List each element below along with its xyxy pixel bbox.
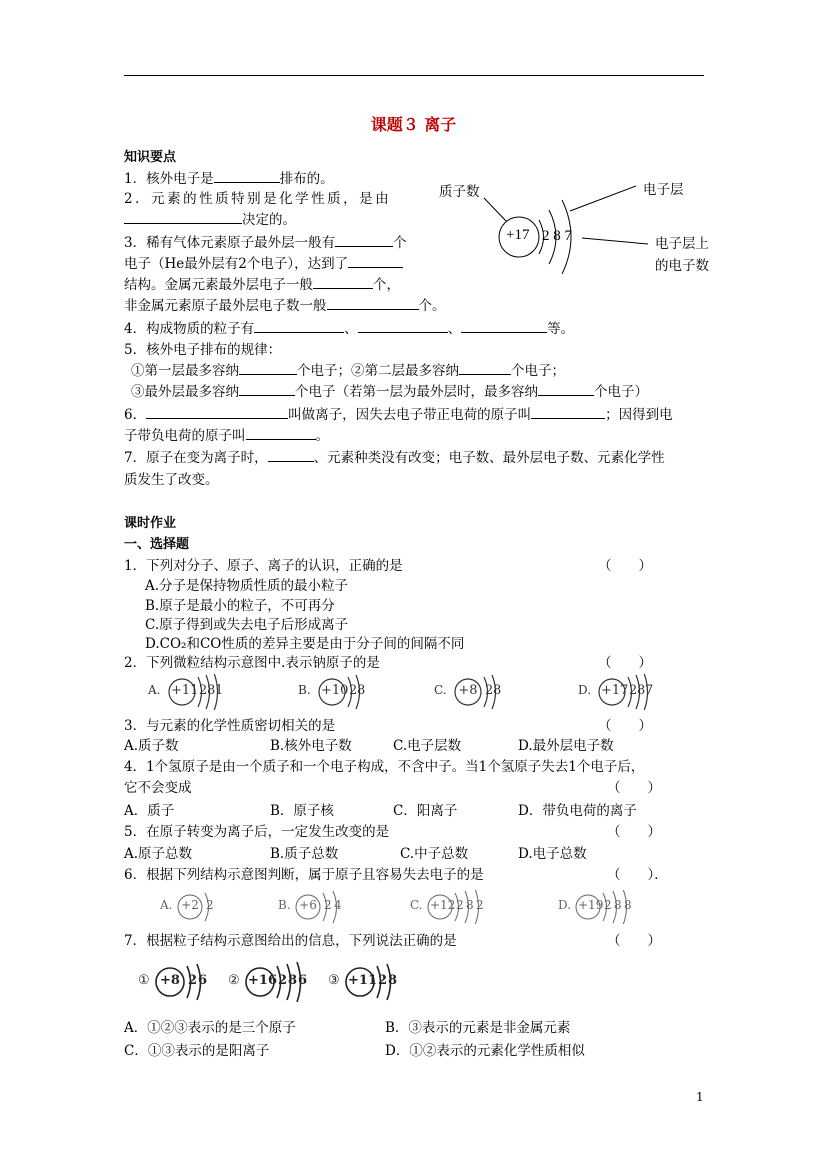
k5b-text-3: 个电子） [594,384,648,400]
k3-line-1 [124,231,407,251]
k3-text-4: 非金属元素原子最外层电子数一般 [124,298,327,314]
shell-electron-count: 2 [485,683,494,698]
atom-figure [278,890,398,924]
atom-figure [410,890,530,924]
k4-line [124,317,574,337]
q5-option-d: D.电子总数 [518,846,587,862]
q1-stem: 1．下列对分子、原子、离子的认识，正确的是 [124,558,403,574]
page-title: 课题３ 离子 [370,115,457,134]
q5-answer-paren[interactable]: （ ） [607,824,661,840]
q4-stem-2: 它不会变成 [124,780,192,796]
k4-blank-2[interactable] [358,319,448,333]
section-heading-key-points: 知识要点 [124,150,177,165]
k7-blank[interactable] [268,448,314,462]
figure-option-letter: D. [578,683,592,697]
nucleus-charge: +17 [601,683,629,698]
shell-electron-count: 2 [378,973,388,988]
diagram-electrons: 2 8 7 [542,228,572,244]
q3-option-c: C.电子层数 [393,738,462,754]
k3-text-2: 电子（He最外层有2个电子），达到了 [124,256,349,272]
k7-line-2: 质发生了改变。 [124,472,219,488]
figure-option-letter: ② [228,973,240,988]
section-heading-homework: 课时作业 [124,516,177,531]
shell-electron-count: 4 [334,898,342,912]
k5a-blank-2[interactable] [459,361,511,375]
atom-figure-shells [160,890,280,924]
k5a-text-3: 个电子； [511,363,565,379]
nucleus-charge: +11 [348,973,377,988]
atom-figure [298,674,418,710]
q1-option-a: A.分子是保持物质性质的最小粒子 [145,578,349,594]
shell-electron-count: 2 [629,683,638,698]
k7-text-2: 、元素种类没有改变；电子数、最外层电子数、元素化学性 [313,450,665,466]
k3-blank-4[interactable] [327,296,419,310]
shell-electron-count: 2 [476,898,484,912]
figure-option-letter: C. [410,898,423,912]
k6-text-3: 子带负电荷的原子叫 [124,428,246,444]
shell-electron-count: 2 [199,683,208,698]
shell-electron-count: 2 [604,898,612,912]
k6-line-1 [124,403,673,423]
nucleus-charge: +10 [321,683,349,698]
k3-line-4 [124,294,446,314]
q7-stem: 7．根据粒子结构示意图给出的信息，下列说法正确的是 [124,933,457,949]
k4-sep-2: 、 [447,321,462,337]
k6-num: 6． [124,407,147,423]
k3-text-3-end: 个， [373,277,400,293]
q3-option-b: B.核外电子数 [270,738,352,754]
q3-option-d: D.最外层电子数 [518,738,614,754]
nucleus-charge: +19 [578,898,604,912]
shell-electron-count: 6 [298,973,308,988]
k1-text: 1．核外电子是 [124,171,214,187]
figure-option-letter: D. [558,898,572,912]
k1-line [124,167,334,187]
k3-blank-3[interactable] [313,275,373,289]
k1-blank[interactable] [214,169,280,183]
shell-electron-count: 8 [614,898,622,912]
q4-option-b: B．原子核 [270,803,334,819]
k2-line: 2．元素的性质特别是化学性质，是由 [124,191,392,207]
k6-blank-1[interactable] [146,405,288,419]
k5b-line [131,380,648,400]
atom-structure-diagram [436,176,726,286]
label-electron-shell: 电子层 [643,182,684,198]
section-heading-choice: 一、选择题 [124,537,190,552]
shell-electron-count: 7 [645,683,654,698]
atom-figure [558,890,678,924]
k2-blank[interactable] [124,210,242,224]
k2-text-end: 决定的。 [242,212,296,228]
k3-text-1: 3．稀有气体元素原子最外层一般有 [124,235,336,251]
nucleus-charge: +16 [248,973,277,988]
q5-option-c: C.中子总数 [400,846,469,862]
atom-figure [434,674,554,710]
k4-blank-1[interactable] [254,319,344,333]
k5b-text-2: 个电子（若第一层为最外层时，最多容纳 [295,384,538,400]
k2-line-2 [124,208,296,228]
q6-answer-paren[interactable]: （ ）． [607,867,668,883]
label-shell-electrons-1: 电子层上 [655,236,709,252]
k3-text-3: 结构。金属元素最外层电子一般 [124,277,313,293]
figure-option-letter: ③ [328,973,340,988]
k5b-text-1: ③最外层最多容纳 [131,384,239,400]
nucleus-charge: +8 [458,683,478,698]
q2-stem: 2．下列微粒结构示意图中.表示钠原子的是 [124,655,380,671]
header-rule [124,75,704,76]
k7-text-1: 7．原子在变为离子时， [124,450,268,466]
q5-stem: 5．在原子转变为离子后，一定发生改变的是 [124,824,390,840]
nucleus-charge: +8 [160,973,180,988]
k7-line-1 [124,446,665,466]
k4-blank-3[interactable] [461,319,547,333]
k5a-blank-1[interactable] [239,361,297,375]
atom-figure [578,674,698,710]
shell-electron-count: 2 [278,973,288,988]
k5a-text-2: 个电子；②第二层最多容纳 [297,363,459,379]
k3-line-2 [124,252,403,272]
k6-blank-2[interactable] [531,405,605,419]
k1-text-end: 排布的。 [279,171,334,187]
q3-stem: 3．与元素的化学性质密切相关的是 [124,718,336,734]
q1-option-c: C.原子得到或失去电子后形成离子 [145,617,349,633]
k5-line: 5．核外电子排布的规律： [124,342,282,358]
k5b-blank-1[interactable] [239,382,295,396]
shell-electron-count: 2 [324,898,332,912]
shell-electron-count: 8 [466,898,474,912]
k6-text-2: ；因得到电 [605,407,673,423]
figure-option-letter: B. [298,683,311,697]
k5a-line [131,359,565,379]
shell-electron-count: 8 [207,683,216,698]
shell-electron-count: 1 [215,683,224,698]
k6-text-1: 叫做离子，因失去电子带正电荷的原子叫 [288,407,532,423]
nucleus-charge: +12 [430,898,456,912]
label-shell-electrons-2: 的电子数 [655,258,709,274]
q7-option-b: B．③表示的元素是非金属元素 [385,1020,571,1036]
q6-stem: 6．根据下列结构示意图判断，属于原子且容易失去电子的是 [124,867,484,883]
q3-answer-paren[interactable]: （ ） [598,718,652,734]
q4-option-a: A．质子 [124,803,175,819]
figure-option-letter: A. [148,683,161,697]
figure-option-letter: B. [278,898,291,912]
shell-electron-count: 2 [349,683,358,698]
q5-option-b: B.质子总数 [270,846,339,862]
q3-option-a: A.质子数 [124,738,179,754]
shell-electron-count: 8 [493,683,502,698]
q5-option-a: A.原子总数 [124,846,193,862]
q4-stem-1: 4．1个氢原子是由一个质子和一个电子构成，不含中子。当1个氢原子失去1个电子后， [124,759,645,775]
diagram-nucleus: +17 [506,227,530,243]
k6-blank-3[interactable] [246,426,316,440]
page-number: 1 [696,1090,704,1104]
nucleus-charge: +6 [299,898,317,912]
k3-blank-2[interactable] [348,254,403,268]
q4-answer-paren[interactable]: （ ） [607,780,661,796]
atom-figure [160,890,280,924]
shell-electron-count: 8 [357,683,366,698]
shell-electron-count: 8 [637,683,646,698]
k3-text-1-end: 个 [393,235,407,251]
q1-option-b: B.原子是最小的粒子，不可再分 [145,598,335,614]
k5a-text-1: ①第一层最多容纳 [131,363,239,379]
label-proton-number: 质子数 [439,184,480,200]
nucleus-charge: +11 [171,683,199,698]
figure-option-letter: ① [138,973,150,988]
q7-option-a: A．①②③表示的是三个原子 [124,1020,296,1036]
k6-text-end: 。 [315,428,329,444]
atom-diagram-lines [436,176,726,286]
shell-electron-count: 8 [624,898,632,912]
shell-electron-count: 2 [206,898,214,912]
q1-answer-paren[interactable]: （ ） [598,558,652,574]
figure-option-letter: C. [434,683,447,697]
k4-sep-1: 、 [344,321,358,337]
shell-electron-count: 6 [198,973,208,988]
k3-line-3 [124,273,400,293]
k4-text: 4．构成物质的粒子有 [124,321,255,337]
shell-electron-count: 8 [288,973,298,988]
q2-answer-paren[interactable]: （ ） [598,655,652,671]
q1-option-d: D.CO₂和CO性质的差异主要是由于分子间的间隔不同 [145,636,465,652]
q7-answer-paren[interactable]: （ ） [607,933,661,949]
q4-option-d: D．带负电荷的离子 [518,803,637,819]
q4-option-c: C．阳离子 [393,803,458,819]
k3-blank-1[interactable] [335,233,393,247]
k4-text-end: 等。 [547,321,575,337]
figure-option-letter: A. [160,898,173,912]
k6-line-2 [124,424,329,444]
atom-figure [148,674,268,710]
q7-option-d: D．①②表示的元素化学性质相似 [385,1043,585,1059]
shell-electron-count: 2 [188,973,198,988]
q7-option-c: C．①③表示的是阳离子 [124,1043,270,1059]
k3-text-4-end: 个。 [418,298,446,314]
shell-electron-count: 2 [456,898,464,912]
shell-electron-count: 8 [388,973,398,988]
nucleus-charge: +2 [181,898,199,912]
k5b-blank-2[interactable] [538,382,594,396]
atom-figure [328,962,448,1002]
